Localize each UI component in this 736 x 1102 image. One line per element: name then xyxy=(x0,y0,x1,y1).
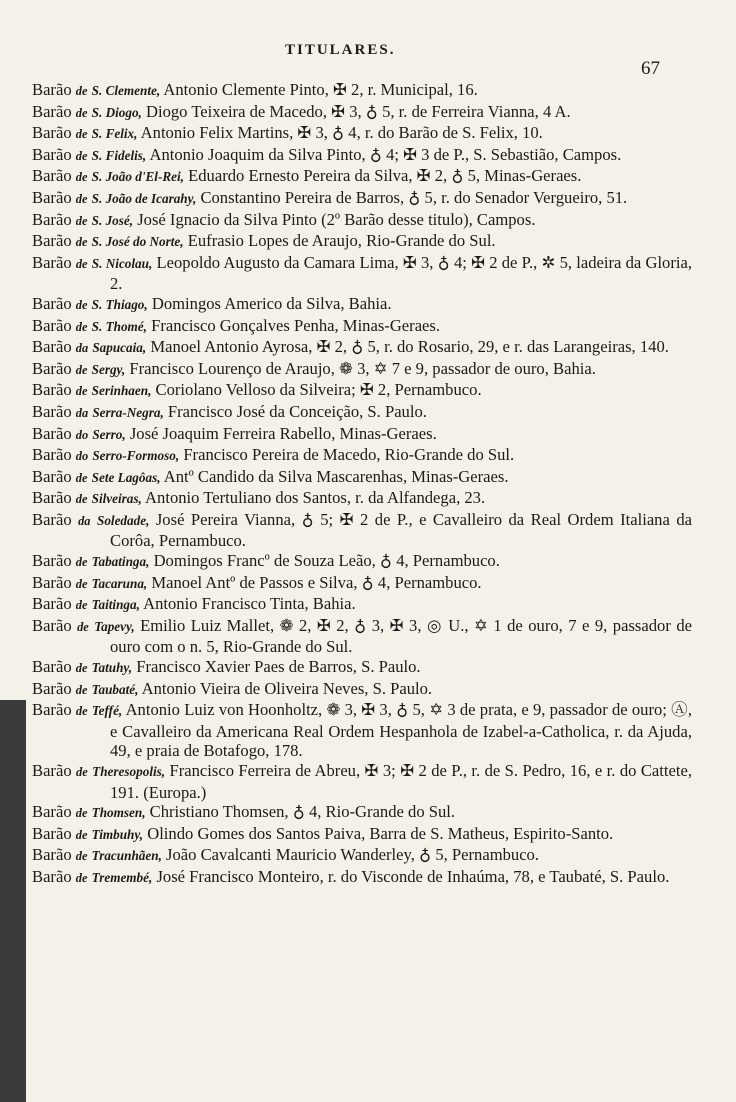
entry-s-fidelis: Barão de S. Fidelis, Antonio Joaquim da Silva Pinto, ♁ 4; ✠ 3 de P., S. Sebastião, Campos. xyxy=(32,144,622,164)
entry-theresopolis: Barão de Theresopolis, Francisco Ferreira de Abreu, ✠ 3; ✠ 2 de P., r. de S. Pedro, 16, e r. do Cattete, 191. (Europa.) xyxy=(32,761,692,802)
entry-timbuhy: Barão de Timbuhy, Olindo Gomes dos Santos Paiva, Barra de S. Matheus, Espirito-Santo. xyxy=(32,823,614,843)
entry-tatuhy: Barão de Tatuhy, Francisco Xavier Paes de Barros, S. Paulo. xyxy=(32,657,421,677)
entry-tapevy: Barão de Tapevy, Emilio Luiz Mallet, ❁ 2, ✠ 2, ♁ 3, ✠ 3, ◎ U., ✡ 1 de ouro, 7 e 9, passador de ouro com o n. 5, Rio-Grande do Sul. xyxy=(32,615,692,657)
entry-s-joao-icarahy: Barão de S. João de Icarahy, Constantino Pereira de Barros, ♁ 5, r. do Senador Vergueiro, 51. xyxy=(32,187,628,207)
section-title: TITULARES. xyxy=(285,42,396,58)
entry-s-clemente: Barão de S. Clemente, Antonio Clemente Pinto, ✠ 2, r. Municipal, 16. xyxy=(32,80,478,99)
entry-tabatinga: Barão de Tabatinga, Domingos Francº de Souza Leão, ♁ 4, Pernambuco. xyxy=(32,551,500,571)
entry-tacaruna: Barão de Tacaruna, Manoel Antº de Passos e Silva, ♁ 4, Pernambuco. xyxy=(32,572,482,592)
page-number: 67 xyxy=(641,58,660,79)
entry-sapucaia: Barão da Sapucaia, Manoel Antonio Ayrosa, ✠ 2, ♁ 5, r. do Rosario, 29, e r. das Larangeiras, 140. xyxy=(32,337,669,357)
entry-serro: Barão do Serro, José Joaquim Ferreira Rabello, Minas-Geraes. xyxy=(32,423,437,443)
entry-tracunhaen: Barão de Tracunhãen, João Cavalcanti Mauricio Wanderley, ♁ 5, Pernambuco. xyxy=(32,845,540,865)
entry-silveiras: Barão de Silveiras, Antonio Tertuliano dos Santos, r. da Alfandega, 23. xyxy=(32,488,486,508)
entry-teffe: Barão de Teffé, Antonio Luiz von Hoonholtz, ❁ 3, ✠ 3, ♁ 5, ✡ 3 de prata, e 9, passador de ouro; Ⓐ, e Cavalleiro da Americana Real Ordem Hespanhola de Izabel-a-Catholica, r. da Ajuda, 49, e praia de Botafogo, 178. xyxy=(32,700,692,761)
entry-serinhaen: Barão de Serinhaen, Coriolano Velloso da Silveira; ✠ 2, Pernambuco. xyxy=(32,380,482,400)
entry-serro-formoso: Barão do Serro-Formoso, Francisco Pereira de Macedo, Rio-Grande do Sul. xyxy=(32,445,515,465)
entry-s-felix: Barão de S. Felix, Antonio Felix Martins, ✠ 3, ♁ 4, r. do Barão de S. Felix, 10. xyxy=(32,123,543,143)
entry-s-jose: Barão de S. José, José Ignacio da Silva Pinto (2º Barão desse titulo), Campos. xyxy=(32,209,536,229)
entry-s-jose-norte: Barão de S. José do Norte, Eufrasio Lopes de Araujo, Rio-Grande do Sul. xyxy=(32,231,496,251)
entry-taubate: Barão de Taubaté, Antonio Vieira de Oliveira Neves, S. Paulo. xyxy=(32,678,433,698)
entry-s-joao-el-rei: Barão de S. João d'El-Rei, Eduardo Ernesto Pereira da Silva, ✠ 2, ♁ 5, Minas-Geraes. xyxy=(32,166,582,186)
entry-s-thiago: Barão de S. Thiago, Domingos Americo da Silva, Bahia. xyxy=(32,293,392,313)
running-head xyxy=(0,34,736,79)
entry-soledade: Barão da Soledade, José Pereira Vianna, ♁ 5; ✠ 2 de P., e Cavalleiro da Real Ordem Italiana da Corôa, Pernambuco. xyxy=(32,509,692,551)
entry-serra-negra: Barão da Serra-Negra, Francisco José da Conceição, S. Paulo. xyxy=(32,401,427,421)
entry-s-nicolau: Barão de S. Nicolau, Leopoldo Augusto da Camara Lima, ✠ 3, ♁ 4; ✠ 2 de P., ✲ 5, ladeira da Gloria, 2. xyxy=(32,252,693,294)
entry-thomsen: Barão de Thomsen, Christiano Thomsen, ♁ 4, Rio-Grande do Sul. xyxy=(32,802,456,822)
entry-taitinga: Barão de Taitinga, Antonio Francisco Tinta, Bahia. xyxy=(32,594,356,614)
entry-sergy: Barão de Sergy, Francisco Lourenço de Araujo, ❁ 3, ✡ 7 e 9, passador de ouro, Bahia. xyxy=(32,358,596,378)
page-binding-shadow xyxy=(0,700,26,1102)
entry-s-thome: Barão de S. Thomé, Francisco Gonçalves Penha, Minas-Geraes. xyxy=(32,315,441,335)
title-entries-list xyxy=(32,80,692,889)
entry-sete-lagoas: Barão de Sete Lagôas, Antº Candido da Silva Mascarenhas, Minas-Geraes. xyxy=(32,466,509,486)
entry-s-diogo: Barão de S. Diogo, Diogo Teixeira de Macedo, ✠ 3, ♁ 5, r. de Ferreira Vianna, 4 A. xyxy=(32,101,571,121)
entry-tremembe: Barão de Tremembé, José Francisco Monteiro, r. do Visconde de Inhaúma, 78, e Taubaté, S. Paulo. xyxy=(32,866,670,886)
